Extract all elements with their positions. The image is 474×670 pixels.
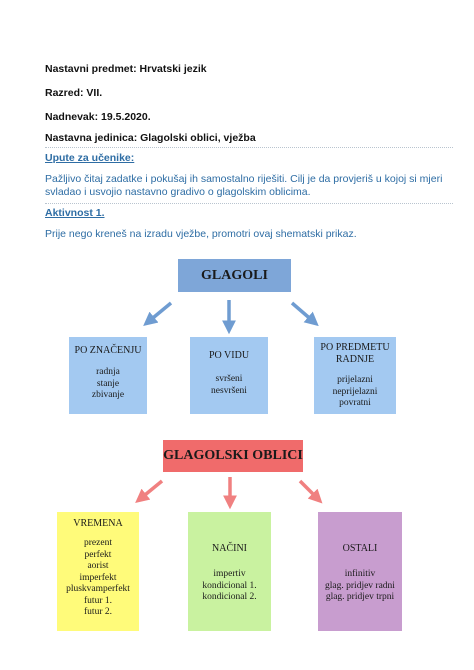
instructions-heading: Upute za učenike: [45, 152, 135, 164]
box-item: glag. pridjev radni [325, 580, 395, 591]
arrow-to-vremena [140, 481, 162, 499]
box-item: pluskvamperfekt [66, 584, 130, 594]
activity-heading: Aktivnost 1. [45, 207, 105, 219]
unit-line: Nastavna jedinica: Glagolski oblici, vježba [45, 132, 256, 144]
box-item: radnja [96, 367, 120, 377]
box-item: svršeni [215, 374, 243, 384]
box-item: glag. pridjev trpni [325, 592, 395, 602]
box-item: perfekt [84, 549, 112, 560]
box-item: stanje [96, 378, 120, 389]
subject-line: Nastavni predmet: Hrvatski jezik [45, 63, 207, 75]
box-item: imperfekt [79, 572, 117, 583]
arrow-to-znacenje [148, 303, 171, 322]
box-item: futur 1. [84, 595, 112, 606]
box-item: futur 2. [84, 607, 112, 617]
grade-line: Razred: VII. [45, 87, 103, 99]
box-title: PO ZNAČENJU [74, 345, 142, 356]
box-item: kondicional 1. [202, 580, 257, 591]
date-line: Nadnevak: 19.5.2020. [45, 111, 151, 123]
box-item: povratni [339, 398, 371, 408]
glagoli-header: GLAGOLI [178, 259, 291, 292]
instructions-line: svladao i usvojio nastavno gradivo o glagolskim oblicima. [45, 186, 311, 198]
oblici-header: GLAGOLSKI OBLICI [163, 440, 303, 472]
arrow-to-predmet [292, 303, 314, 322]
box-item: nesvršeni [211, 385, 247, 396]
box-item: prezent [84, 538, 112, 548]
box-title: PO VIDU [208, 350, 250, 361]
box-title: PO PREDMETU [320, 342, 390, 353]
box-title: RADNJE [335, 354, 375, 365]
box-item: infinitiv [344, 569, 376, 579]
instructions-line: Pažljivo čitaj zadatke i pokušaj ih samostalno riješiti. Cilj je da provjeriš u kojoj si mjeri [45, 173, 443, 185]
box-title: OSTALI [342, 543, 378, 554]
box-item: impertiv [213, 569, 246, 579]
box-item: aorist [87, 561, 109, 571]
box-item: neprijelazni [332, 386, 378, 397]
box-item: prijelazni [337, 375, 373, 385]
box-item: kondicional 2. [202, 592, 257, 602]
box-title: NAČINI [212, 543, 247, 554]
box-item: zbivanje [91, 390, 125, 400]
arrow-to-ostali [300, 481, 318, 499]
box-title: VREMENA [73, 518, 123, 529]
activity-text: Prije nego kreneš na izradu vježbe, promotri ovaj shematski prikaz. [45, 228, 357, 240]
